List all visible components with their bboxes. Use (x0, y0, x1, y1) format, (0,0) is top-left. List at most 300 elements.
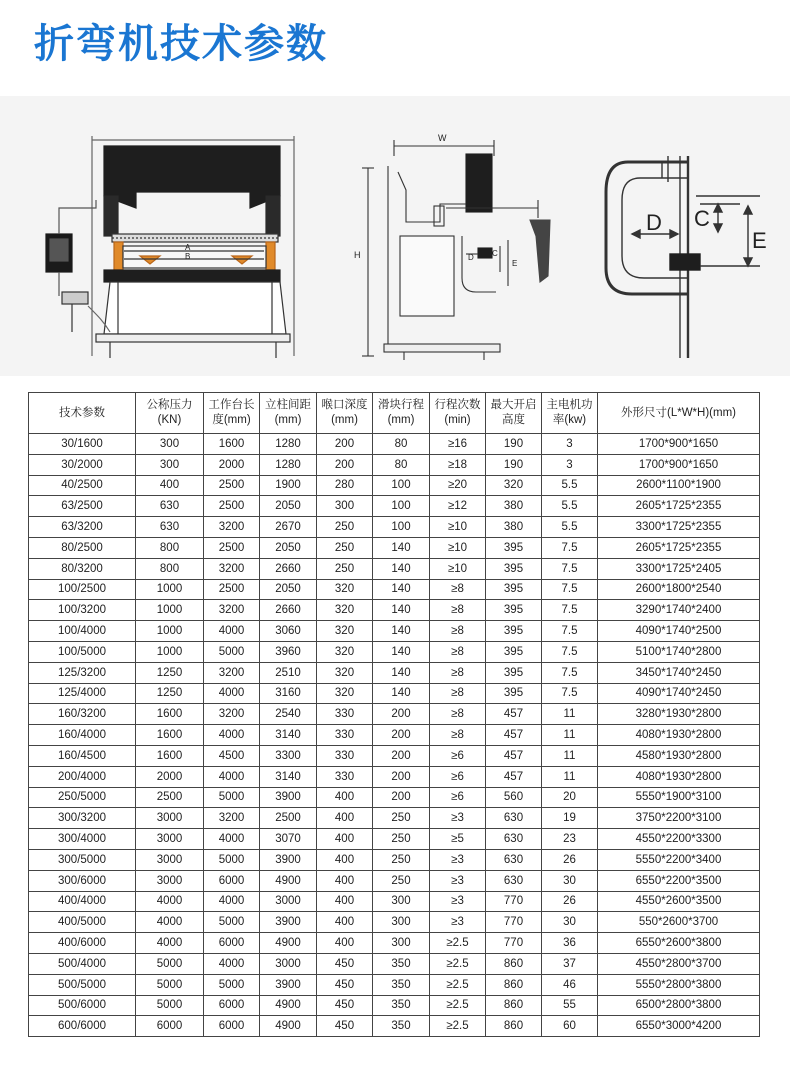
table-cell: 250 (373, 849, 430, 870)
table-cell: 3070 (260, 829, 317, 850)
table-row (29, 662, 760, 683)
table-cell: 5550*1900*3100 (598, 787, 760, 808)
table-row (29, 933, 760, 954)
table-cell: 395 (486, 641, 542, 662)
table-cell: 1000 (136, 641, 204, 662)
table-cell: ≥18 (430, 454, 486, 475)
table-cell: 1700*900*1650 (598, 434, 760, 455)
table-row (29, 537, 760, 558)
table-cell: 4090*1740*2450 (598, 683, 760, 704)
table-cell: 4000 (204, 766, 260, 787)
table-cell: 400 (317, 891, 373, 912)
table-cell: 400 (317, 829, 373, 850)
column-header-line: (mm) (274, 414, 302, 426)
table-cell: 3000 (260, 891, 317, 912)
table-cell: 400/5000 (29, 912, 136, 933)
table-cell: 63/2500 (29, 496, 136, 517)
table-cell: ≥3 (430, 912, 486, 933)
table-cell: 4580*1930*2800 (598, 745, 760, 766)
table-cell: 3900 (260, 787, 317, 808)
table-cell: 2600*1800*2540 (598, 579, 760, 600)
table-cell: 190 (486, 434, 542, 455)
table-cell: 2500 (260, 808, 317, 829)
table-row (29, 953, 760, 974)
table-cell: ≥20 (430, 475, 486, 496)
table-cell: 2000 (136, 766, 204, 787)
column-header (486, 393, 542, 434)
table-cell: 630 (136, 496, 204, 517)
table-cell: 2050 (260, 579, 317, 600)
table-cell: 7.5 (542, 621, 598, 642)
column-header (29, 393, 136, 434)
throat-detail-view (606, 156, 760, 358)
table-cell: 330 (317, 725, 373, 746)
table-cell: 4900 (260, 1016, 317, 1037)
table-cell: 300/3200 (29, 808, 136, 829)
table-cell: 40/2500 (29, 475, 136, 496)
table-row (29, 579, 760, 600)
table-row (29, 974, 760, 995)
table-cell: 160/3200 (29, 704, 136, 725)
table-cell: 300 (317, 496, 373, 517)
table-cell: ≥8 (430, 579, 486, 600)
table-cell: 3900 (260, 912, 317, 933)
table-cell: 3 (542, 434, 598, 455)
table-cell: 1900 (260, 475, 317, 496)
table-cell: 26 (542, 891, 598, 912)
table-cell: 320 (317, 600, 373, 621)
table-cell: 140 (373, 600, 430, 621)
table-cell: 3300*1725*2355 (598, 517, 760, 538)
table-row (29, 704, 760, 725)
table-cell: 5000 (136, 953, 204, 974)
table-cell: 3000 (260, 953, 317, 974)
table-cell: 6550*3000*4200 (598, 1016, 760, 1037)
table-cell: ≥6 (430, 766, 486, 787)
table-cell: 320 (486, 475, 542, 496)
table-cell: 2500 (136, 787, 204, 808)
table-cell: 7.5 (542, 537, 598, 558)
column-header-line: 外形尺寸(L*W*H)(mm) (621, 406, 736, 419)
table-cell: 380 (486, 496, 542, 517)
column-header-line: (KN) (157, 414, 182, 426)
table-cell: 140 (373, 683, 430, 704)
table-cell: 2540 (260, 704, 317, 725)
dim-h-label: H (354, 250, 361, 260)
table-cell: ≥3 (430, 849, 486, 870)
table-cell: 5000 (136, 974, 204, 995)
table-cell: 200 (317, 454, 373, 475)
table-cell: 5550*2800*3800 (598, 974, 760, 995)
table-cell: 2050 (260, 537, 317, 558)
table-cell: 330 (317, 745, 373, 766)
table-cell: 200 (373, 704, 430, 725)
table-cell: 457 (486, 745, 542, 766)
table-row (29, 641, 760, 662)
table-cell: 200/4000 (29, 766, 136, 787)
table-cell: 100/3200 (29, 600, 136, 621)
table-cell: 3200 (204, 704, 260, 725)
column-header (542, 393, 598, 434)
table-cell: 2500 (204, 579, 260, 600)
table-cell: 3750*2200*3100 (598, 808, 760, 829)
table-cell: ≥10 (430, 558, 486, 579)
table-cell: 600/6000 (29, 1016, 136, 1037)
table-cell: 160/4000 (29, 725, 136, 746)
table-cell: 1000 (136, 621, 204, 642)
table-cell: ≥6 (430, 745, 486, 766)
table-cell: 6550*2600*3800 (598, 933, 760, 954)
column-header-line: 最大开启 (490, 399, 537, 411)
table-cell: 860 (486, 995, 542, 1016)
table-cell: 395 (486, 579, 542, 600)
table-row (29, 496, 760, 517)
table-cell: 630 (486, 849, 542, 870)
table-cell: 4000 (204, 725, 260, 746)
table-cell: 2605*1725*2355 (598, 496, 760, 517)
table-cell: 4500 (204, 745, 260, 766)
table-cell: 190 (486, 454, 542, 475)
table-row (29, 621, 760, 642)
table-cell: 450 (317, 1016, 373, 1037)
table-cell: 6000 (204, 995, 260, 1016)
table-cell: 100/2500 (29, 579, 136, 600)
table-cell: ≥10 (430, 517, 486, 538)
table-cell: 770 (486, 891, 542, 912)
table-cell: ≥2.5 (430, 933, 486, 954)
table-cell: 30 (542, 870, 598, 891)
table-header-row (29, 393, 760, 434)
table-cell: 860 (486, 1016, 542, 1037)
table-cell: 4550*2800*3700 (598, 953, 760, 974)
table-cell: 4900 (260, 870, 317, 891)
table-cell: 3200 (204, 517, 260, 538)
table-cell: 6000 (204, 1016, 260, 1037)
table-cell: 630 (486, 829, 542, 850)
table-cell: 400/4000 (29, 891, 136, 912)
table-cell: 125/3200 (29, 662, 136, 683)
table-cell: 250 (373, 808, 430, 829)
table-cell: 3200 (204, 600, 260, 621)
table-cell: 5000 (204, 974, 260, 995)
table-row (29, 475, 760, 496)
table-cell: 250 (373, 870, 430, 891)
table-cell: 1700*900*1650 (598, 454, 760, 475)
table-cell: 1250 (136, 662, 204, 683)
table-cell: 5550*2200*3400 (598, 849, 760, 870)
table-cell: 860 (486, 953, 542, 974)
table-cell: ≥2.5 (430, 995, 486, 1016)
column-header-line: 技术参数 (59, 406, 105, 419)
table-cell: 140 (373, 662, 430, 683)
table-cell: 4000 (204, 891, 260, 912)
table-cell: 250/5000 (29, 787, 136, 808)
table-cell: 7.5 (542, 579, 598, 600)
table-row (29, 434, 760, 455)
table-cell: 5.5 (542, 517, 598, 538)
spec-table (28, 392, 760, 1037)
table-cell: ≥8 (430, 704, 486, 725)
table-cell: 2660 (260, 558, 317, 579)
table-cell: 1250 (136, 683, 204, 704)
column-header-line: 公称压力 (146, 399, 193, 411)
table-cell: 400/6000 (29, 933, 136, 954)
table-cell: 100 (373, 475, 430, 496)
table-cell: 3900 (260, 849, 317, 870)
table-cell: 320 (317, 683, 373, 704)
table-cell: 20 (542, 787, 598, 808)
table-row (29, 517, 760, 538)
table-cell: 4000 (136, 933, 204, 954)
table-cell: 200 (317, 434, 373, 455)
table-cell: 3290*1740*2400 (598, 600, 760, 621)
table-cell: ≥2.5 (430, 1016, 486, 1037)
column-header (598, 393, 760, 434)
table-cell: 395 (486, 683, 542, 704)
table-cell: 63/3200 (29, 517, 136, 538)
table-row (29, 558, 760, 579)
table-cell: 1600 (136, 725, 204, 746)
table-cell: 3000 (136, 849, 204, 870)
table-cell: 1600 (136, 704, 204, 725)
table-cell: 80 (373, 434, 430, 455)
column-header-line: (mm) (331, 414, 358, 426)
table-cell: 4000 (136, 912, 204, 933)
table-cell: 80/2500 (29, 537, 136, 558)
table-row (29, 849, 760, 870)
table-cell: 250 (317, 558, 373, 579)
table-cell: ≥2.5 (430, 953, 486, 974)
table-cell: 2605*1725*2355 (598, 537, 760, 558)
table-cell: 26 (542, 849, 598, 870)
table-cell: 11 (542, 704, 598, 725)
table-cell: 2500 (204, 537, 260, 558)
table-cell: ≥8 (430, 725, 486, 746)
column-header-line: (mm) (387, 414, 415, 426)
dim-d-label: D (646, 210, 662, 235)
dim-w-label: W (438, 133, 447, 143)
table-cell: 80/3200 (29, 558, 136, 579)
table-cell: 380 (486, 517, 542, 538)
table-cell: ≥6 (430, 787, 486, 808)
table-cell: ≥5 (430, 829, 486, 850)
table-cell: 3450*1740*2450 (598, 662, 760, 683)
column-header (317, 393, 373, 434)
table-cell: 3960 (260, 641, 317, 662)
table-cell: 395 (486, 558, 542, 579)
table-cell: 280 (317, 475, 373, 496)
table-cell: 30/2000 (29, 454, 136, 475)
table-cell: 4000 (204, 683, 260, 704)
table-cell: 3900 (260, 974, 317, 995)
table-cell: 6500*2800*3800 (598, 995, 760, 1016)
column-header-line: 工作台长 (208, 399, 255, 411)
side-view (362, 140, 550, 360)
table-cell: ≥8 (430, 683, 486, 704)
table-cell: 30/1600 (29, 434, 136, 455)
table-cell: 3300 (260, 745, 317, 766)
table-cell: ≥8 (430, 662, 486, 683)
column-header-line: 主电机功 (546, 399, 593, 411)
table-cell: 7.5 (542, 558, 598, 579)
table-cell: 6000 (136, 1016, 204, 1037)
table-row (29, 600, 760, 621)
table-cell: 140 (373, 641, 430, 662)
table-cell: 2500 (204, 475, 260, 496)
table-row (29, 725, 760, 746)
table-cell: 457 (486, 704, 542, 725)
table-cell: 350 (373, 953, 430, 974)
table-row (29, 995, 760, 1016)
table-cell: 3160 (260, 683, 317, 704)
table-cell: 140 (373, 621, 430, 642)
table-cell: 4090*1740*2500 (598, 621, 760, 642)
table-cell: ≥8 (430, 621, 486, 642)
table-cell: ≥2.5 (430, 974, 486, 995)
table-cell: 1600 (204, 434, 260, 455)
table-cell: 7.5 (542, 683, 598, 704)
table-row (29, 808, 760, 829)
table-cell: 300/6000 (29, 870, 136, 891)
table-cell: 300 (373, 912, 430, 933)
table-cell: 100 (373, 517, 430, 538)
table-cell: 3200 (204, 662, 260, 683)
table-cell: 46 (542, 974, 598, 995)
table-cell: 23 (542, 829, 598, 850)
table-cell: 330 (317, 704, 373, 725)
table-cell: 400 (317, 849, 373, 870)
table-cell: 3000 (136, 808, 204, 829)
dim-c-small-label: C (492, 249, 498, 258)
table-cell: 320 (317, 579, 373, 600)
table-cell: 6550*2200*3500 (598, 870, 760, 891)
table-cell: 300 (373, 891, 430, 912)
table-cell: 3140 (260, 766, 317, 787)
column-header-line: 立柱间距 (265, 399, 311, 411)
page-title: 折弯机技术参数 (34, 21, 328, 67)
press-brake-diagram (0, 96, 790, 376)
table-cell: 300/5000 (29, 849, 136, 870)
table-cell: 395 (486, 600, 542, 621)
table-cell: 400 (317, 933, 373, 954)
table-cell: 350 (373, 974, 430, 995)
table-cell: 1000 (136, 579, 204, 600)
table-cell: 3280*1930*2800 (598, 704, 760, 725)
table-cell: 450 (317, 974, 373, 995)
column-header-line: (min) (444, 414, 471, 426)
table-cell: 3300*1725*2405 (598, 558, 760, 579)
table-cell: 2670 (260, 517, 317, 538)
table-cell: 4000 (136, 891, 204, 912)
front-view (46, 136, 294, 358)
table-cell: 140 (373, 558, 430, 579)
table-cell: ≥3 (430, 808, 486, 829)
dim-e-label: E (752, 228, 767, 253)
table-cell: 11 (542, 766, 598, 787)
table-cell: 125/4000 (29, 683, 136, 704)
table-cell: 320 (317, 662, 373, 683)
table-cell: 1280 (260, 454, 317, 475)
column-header-line: 喉口深度 (321, 399, 368, 411)
dim-e-small-label: E (512, 259, 518, 268)
table-cell: 1280 (260, 434, 317, 455)
table-cell: 320 (317, 621, 373, 642)
table-cell: 770 (486, 912, 542, 933)
table-cell: 400 (317, 808, 373, 829)
table-cell: 160/4500 (29, 745, 136, 766)
table-cell: 457 (486, 725, 542, 746)
table-cell: 100 (373, 496, 430, 517)
table-cell: 2050 (260, 496, 317, 517)
table-cell: ≥10 (430, 537, 486, 558)
table-cell: 300 (373, 933, 430, 954)
table-cell: 5.5 (542, 475, 598, 496)
table-cell: 1000 (136, 600, 204, 621)
table-cell: 6000 (204, 933, 260, 954)
table-row (29, 745, 760, 766)
table-cell: 5000 (204, 849, 260, 870)
table-cell: 300 (136, 434, 204, 455)
table-row (29, 870, 760, 891)
table-cell: 2500 (204, 496, 260, 517)
table-cell: 2000 (204, 454, 260, 475)
table-cell: 5100*1740*2800 (598, 641, 760, 662)
table-cell: 11 (542, 745, 598, 766)
table-cell: 250 (317, 537, 373, 558)
table-cell: 3200 (204, 808, 260, 829)
table-cell: 4000 (204, 621, 260, 642)
table-cell: 457 (486, 766, 542, 787)
table-cell: 400 (136, 475, 204, 496)
table-cell: 4550*2200*3300 (598, 829, 760, 850)
table-cell: 5000 (136, 995, 204, 1016)
table-cell: 4000 (204, 953, 260, 974)
table-cell: ≥8 (430, 600, 486, 621)
table-cell: 100/4000 (29, 621, 136, 642)
table-cell: 550*2600*3700 (598, 912, 760, 933)
table-cell: 330 (317, 766, 373, 787)
table-cell: 630 (486, 870, 542, 891)
table-cell: 3140 (260, 725, 317, 746)
table-row (29, 891, 760, 912)
table-cell: 350 (373, 995, 430, 1016)
table-cell: 3060 (260, 621, 317, 642)
table-row (29, 787, 760, 808)
table-cell: ≥12 (430, 496, 486, 517)
table-cell: 400 (317, 787, 373, 808)
table-cell: 30 (542, 912, 598, 933)
column-header (260, 393, 317, 434)
table-cell: 4550*2600*3500 (598, 891, 760, 912)
table-cell: 800 (136, 537, 204, 558)
table-cell: 37 (542, 953, 598, 974)
table-cell: 500/4000 (29, 953, 136, 974)
table-cell: 36 (542, 933, 598, 954)
table-cell: 5.5 (542, 496, 598, 517)
table-cell: 450 (317, 953, 373, 974)
table-cell: 3200 (204, 558, 260, 579)
table-cell: 3000 (136, 829, 204, 850)
table-cell: 4000 (204, 829, 260, 850)
column-header-line: 度(mm) (212, 414, 251, 426)
table-cell: ≥8 (430, 641, 486, 662)
table-cell: 7.5 (542, 662, 598, 683)
column-header (204, 393, 260, 434)
table-cell: 200 (373, 725, 430, 746)
table-cell: 250 (317, 517, 373, 538)
table-cell: 200 (373, 787, 430, 808)
table-cell: ≥16 (430, 434, 486, 455)
